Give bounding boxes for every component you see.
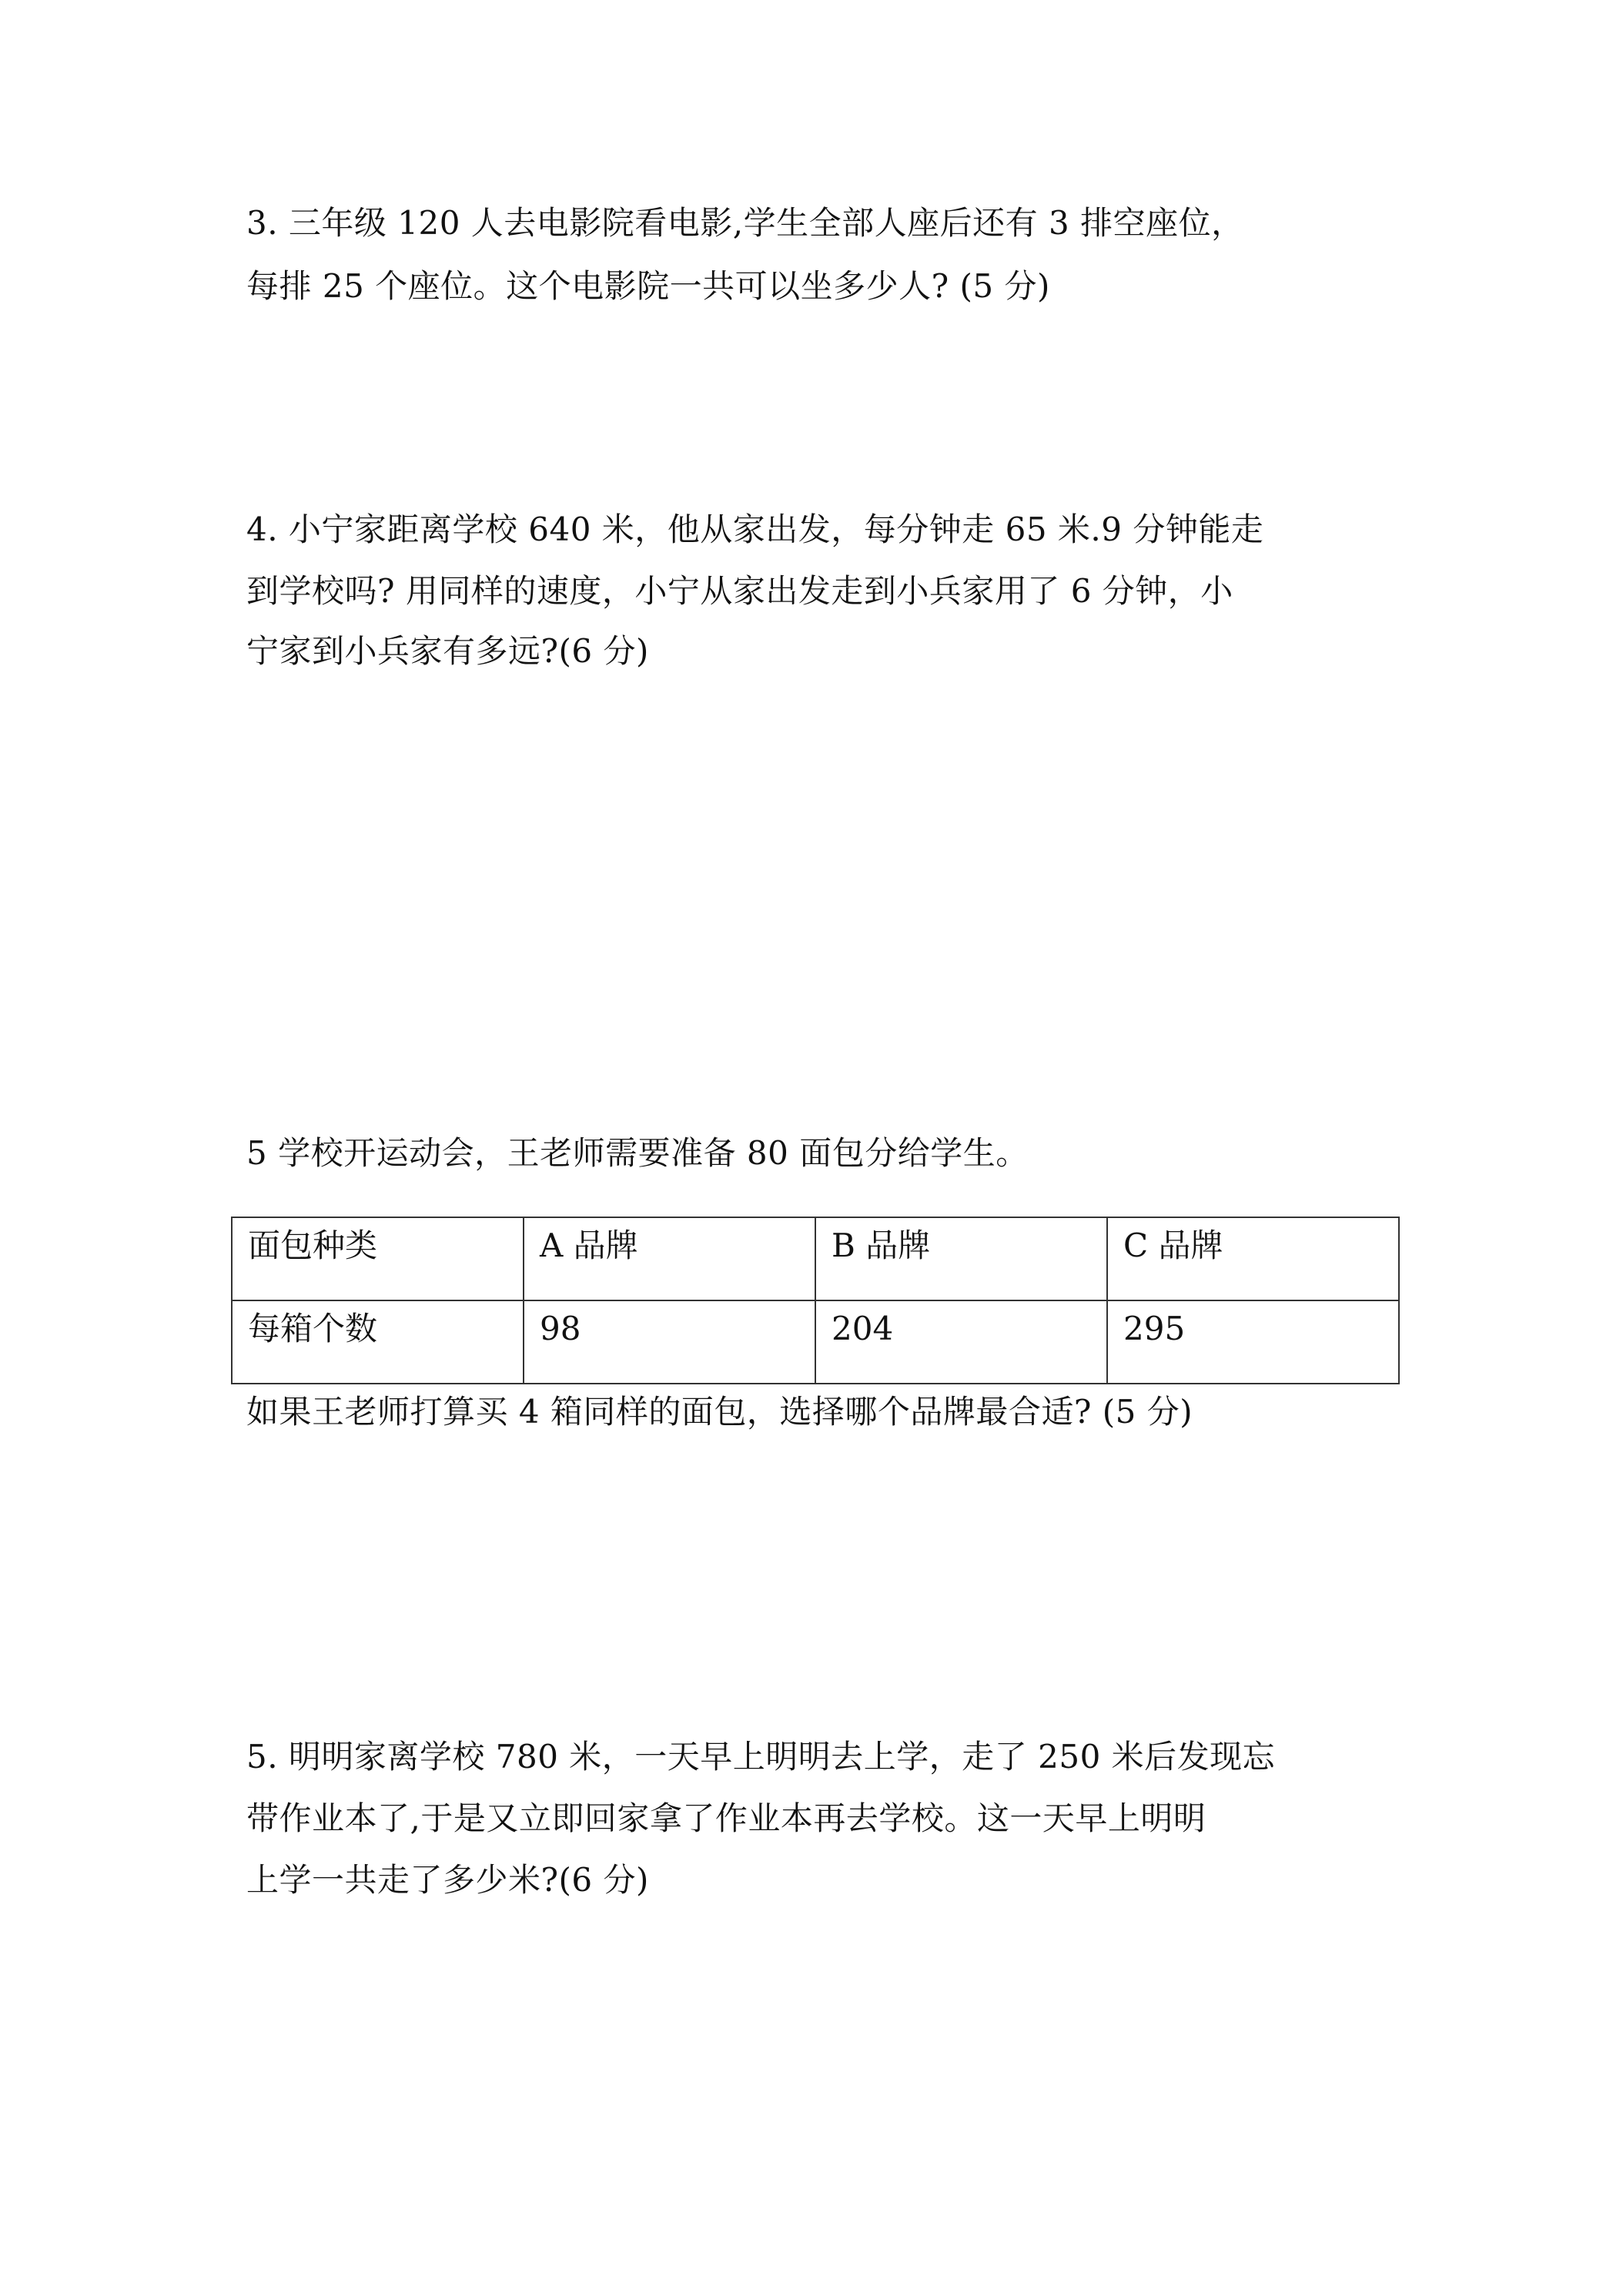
- question-4-line-3: 宁家到小兵家有多远?(6 分): [246, 632, 649, 670]
- question-3-line-1: 3. 三年级 120 人去电影院看电影,学生全部人座后还有 3 排空座位，: [246, 204, 1244, 242]
- question-5b-line-1: 5. 明明家离学校 780 米，一天早上明明去上学，走了 250 米后发现忘: [246, 1738, 1276, 1776]
- table-cell: B 品牌: [815, 1217, 1107, 1300]
- question-5a-intro: 5 学校开运动会，王老师需要准备 80 面包分给学生。: [246, 1134, 1029, 1172]
- table-cell: A 品牌: [524, 1217, 815, 1300]
- table-header-row: [232, 1217, 1399, 1300]
- bread-table: [231, 1217, 1400, 1384]
- question-5a-question: 如果王老师打算买 4 箱同样的面包，选择哪个品牌最合适? (5 分): [246, 1393, 1193, 1431]
- table-row: [232, 1300, 1399, 1384]
- question-5b-line-3: 上学一共走了多少米?(6 分): [246, 1861, 649, 1899]
- table-cell: 面包种类: [232, 1217, 524, 1300]
- question-4-line-2: 到学校吗? 用同样的速度，小宁从家出发走到小兵家用了 6 分钟，小: [246, 572, 1233, 610]
- question-4-line-1: 4. 小宁家距离学校 640 米，他从家出发，每分钟走 65 米.9 分钟能走: [246, 510, 1264, 548]
- question-5b-line-2: 带作业本了,于是又立即回家拿了作业本再去学校。这一天早上明明: [246, 1799, 1206, 1837]
- table-cell: C 品牌: [1107, 1217, 1399, 1300]
- table-cell: 295: [1107, 1300, 1399, 1384]
- question-3-line-2: 每排 25 个座位。这个电影院一共可以坐多少人? (5 分): [246, 267, 1050, 305]
- table-cell: 98: [524, 1300, 815, 1384]
- table-cell: 204: [815, 1300, 1107, 1384]
- table-cell: 每箱个数: [232, 1300, 524, 1384]
